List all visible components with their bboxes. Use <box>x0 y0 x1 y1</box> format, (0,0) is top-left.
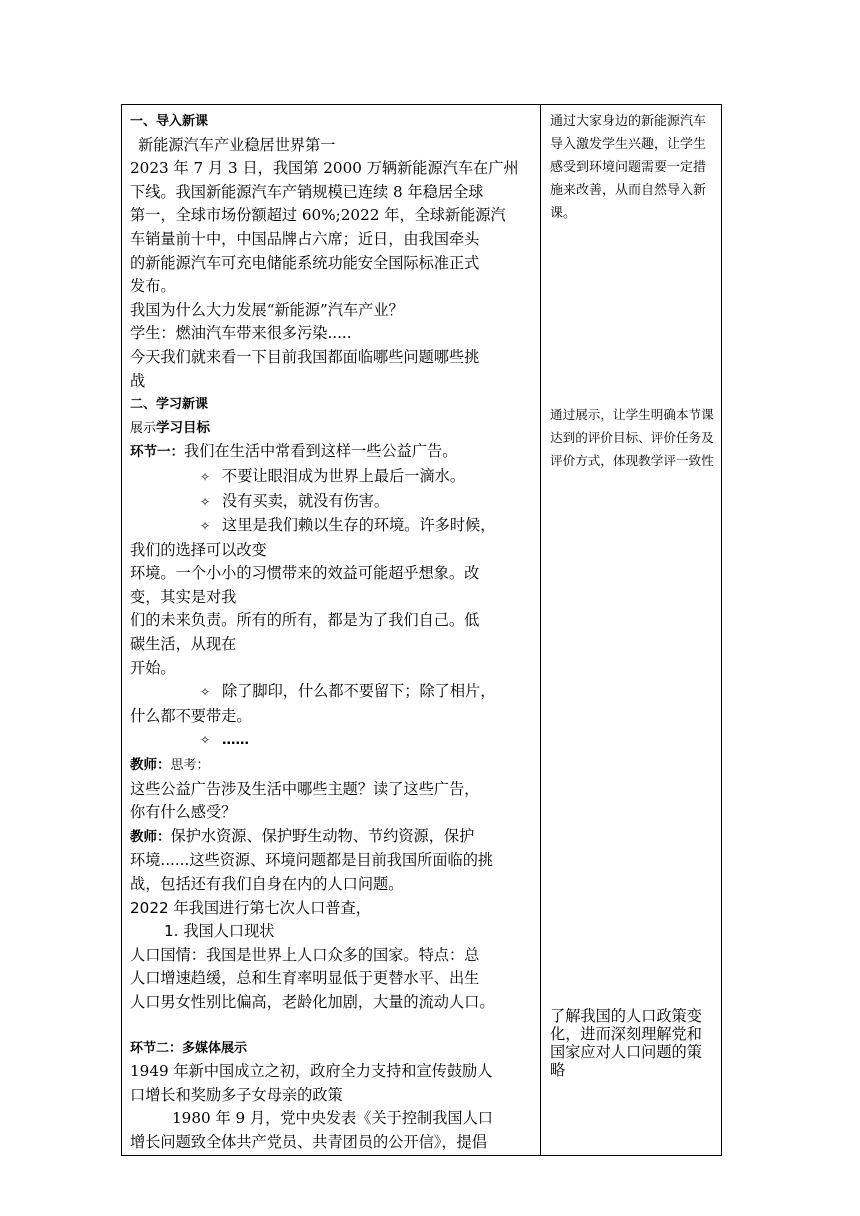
teacher2-line <box>130 825 534 850</box>
teaching-process-cell <box>122 105 541 1156</box>
spacer <box>130 1015 534 1037</box>
table-row <box>122 105 722 1156</box>
white-diamond-icon: ✧ <box>200 519 211 534</box>
white-diamond-icon: ✧ <box>200 733 211 748</box>
slogan-line: 我们的选择可以改变 <box>130 540 267 559</box>
section-heading-intro: 一、导入新课 <box>130 114 209 129</box>
census-line: 2022 年我国进行第七次人口普查， <box>130 898 371 917</box>
teacher-line <box>130 753 534 778</box>
national-line: 人口男女性别比偏高，老龄化加剧，大量的流动人口。 <box>130 992 495 1011</box>
today-line: 战 <box>130 371 146 390</box>
bullet-text: 没有买卖，就没有伤害。 <box>222 491 390 510</box>
side-note-goals: 通过展示，让学生明确本节课达到的评价目标、评价任务及评价方式，体现教学评一致性 <box>550 407 714 468</box>
question-line: 这些公益广告涉及生活中哪些主题？读了这些广告， <box>130 779 480 798</box>
slogan-line: 环境。一个小小的习惯带来的效益可能超乎想象。改 <box>130 564 480 583</box>
student-answer: 学生：燃油汽车带来很多污染..... <box>130 324 352 343</box>
history-line: 口增长和奖励多子女母亲的政策 <box>130 1085 343 1104</box>
teacher-label: 教师： <box>130 828 171 845</box>
white-diamond-icon: ✧ <box>200 469 211 484</box>
question-line: 你有什么感受？ <box>130 803 237 822</box>
step1-text: 我们在生活中常看到这样一些公益广告。 <box>184 442 458 461</box>
slogan-line: 碳生活，从现在 <box>130 635 237 654</box>
bullet-text: 这里是我们赖以生存的环境。许多时候， <box>222 516 496 535</box>
goal-prefix: 展示 <box>130 420 157 436</box>
side-note-intro: 通过大家身边的新能源汽车导入激发学生兴趣，让学生感受到环境问题需要一定措施来改善，从而自然导入新课。 <box>550 114 707 221</box>
national-line: 人口增速趋缓，总和生育率明显低于更替水平、出生 <box>130 969 480 988</box>
think-text: 思考： <box>170 758 210 774</box>
letter-line: 1980 年 9 月，党中央发表《关于控制我国人口 <box>172 1109 493 1128</box>
slogan-line: 们的未来负责。所有的所有，都是为了我们自己。低 <box>130 611 480 630</box>
teacher2-text: 保护水资源、保护野生动物、节约资源，保护 <box>170 826 475 845</box>
learning-goal-line <box>130 417 534 441</box>
list-item <box>130 490 534 515</box>
slogan-line: 变，其实是对我 <box>130 587 237 606</box>
history-line: 1949 年新中国成立之初，政府全力支持和宣传鼓励人 <box>130 1062 493 1081</box>
intro-line: 的新能源汽车可充电储能系统功能安全国际标准正式 <box>130 253 480 272</box>
today-line: 今天我们就来看一下目前我国都面临哪些问题哪些挑 <box>130 347 480 366</box>
intro-question: 我国为什么大力发展“新能源”汽车产业？ <box>130 300 404 319</box>
step2-heading: 环节二：多媒体展示 <box>130 1040 248 1056</box>
list-item <box>130 680 534 705</box>
white-diamond-icon: ✧ <box>200 494 211 509</box>
bullet-text: …… <box>222 732 249 749</box>
list-item <box>130 728 534 753</box>
national-line: 人口国情：我国是世界上人口众多的国家。特点：总 <box>130 945 480 964</box>
point-1: 1. 我国人口现状 <box>164 922 275 941</box>
slogan-line: 什么都不要带走。 <box>130 706 252 725</box>
design-intent-cell <box>541 105 722 1156</box>
intro-line: 第一，全球市场份额超过 60%;2022 年，全球新能源汽 <box>130 206 506 225</box>
section-heading-new: 二、学习新课 <box>130 397 209 413</box>
intro-line: 下线。我国新能源汽车产销规模已连续 8 年稳居全球 <box>130 182 484 201</box>
teacher-label: 教师： <box>130 757 171 774</box>
teacher2-line: 战，包括还有我们自身在内的人口问题。 <box>130 875 404 893</box>
goal-label: 学习目标 <box>156 419 211 436</box>
intro-line: 发布。 <box>130 277 176 296</box>
list-item <box>130 465 534 490</box>
teacher2-line: 环境......这些资源、环境问题都是目前我国所面临的挑 <box>130 851 494 870</box>
step1-label: 环节一： <box>130 444 184 461</box>
slogan-line: 开始。 <box>130 658 176 677</box>
intro-subtitle: 新能源汽车产业稳居世界第一 <box>138 135 336 154</box>
side-note-population: 了解我国的人口政策变化，进而深刻理解党和国家应对人口问题的策略 <box>550 1007 702 1079</box>
intro-line: 2023 年 7 月 3 日，我国第 2000 万辆新能源汽车在广州 <box>130 159 519 178</box>
lesson-plan-table <box>121 104 722 1156</box>
letter-line: 增长问题致全体共产党员、共青团员的公开信》，提倡 <box>130 1132 487 1151</box>
step1-line <box>130 440 534 465</box>
white-diamond-icon: ✧ <box>200 685 211 700</box>
intro-line: 车销量前十中，中国品牌占六席；近日，由我国牵头 <box>130 229 480 248</box>
bullet-text: 不要让眼泪成为世界上最后一滴水。 <box>222 466 465 485</box>
bullet-text: 除了脚印，什么都不要留下；除了相片， <box>222 682 496 701</box>
list-item <box>130 514 534 539</box>
